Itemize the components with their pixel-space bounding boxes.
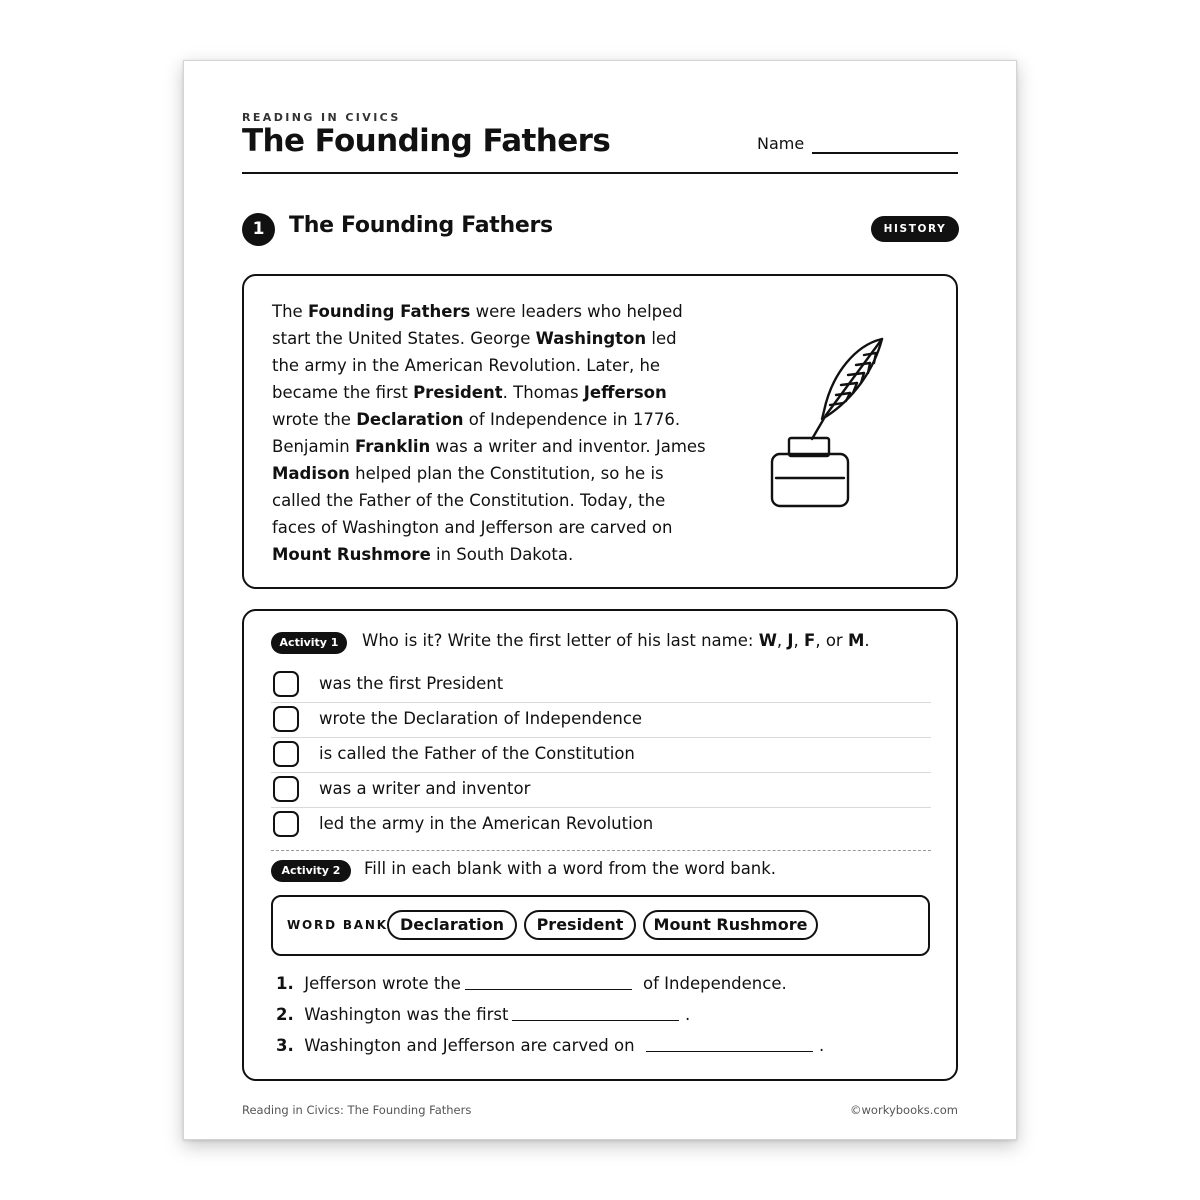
- activity-divider: [271, 850, 931, 851]
- question-3-end: .: [819, 1036, 825, 1055]
- activity1-row: [271, 667, 931, 703]
- reading-passage-box: [242, 274, 958, 589]
- activity1-row: [271, 772, 931, 808]
- answer-blank[interactable]: [512, 1020, 679, 1021]
- answer-box[interactable]: [273, 776, 299, 802]
- row-text: was a writer and inventor: [319, 779, 531, 798]
- activity2-badge: Activity 2: [271, 860, 351, 882]
- footer-title: Reading in Civics: The Founding Fathers: [242, 1103, 472, 1117]
- activity2-instruction: Fill in each blank with a word from the word bank.: [364, 859, 777, 878]
- activity1-row: [271, 737, 931, 773]
- key-term: Jefferson: [583, 383, 667, 402]
- word-bank-chip[interactable]: Mount Rushmore: [643, 910, 818, 940]
- row-text: led the army in the American Revolution: [319, 814, 654, 833]
- answer-box[interactable]: [273, 811, 299, 837]
- key-term: Madison: [272, 464, 350, 483]
- row-text: wrote the Declaration of Independence: [319, 709, 643, 728]
- question-2: 2. Washington was the first: [276, 1005, 509, 1024]
- name-label: Name: [757, 134, 805, 153]
- answer-box[interactable]: [273, 671, 299, 697]
- key-term: Franklin: [354, 437, 431, 456]
- word-bank-chip[interactable]: President: [524, 910, 636, 940]
- answer-blank[interactable]: [465, 989, 632, 990]
- series-label: READING IN CIVICS: [242, 111, 401, 124]
- activity1-badge: Activity 1: [271, 632, 347, 654]
- word-bank-label: WORD BANK: [287, 918, 388, 932]
- question-3: 3. Washington and Jefferson are carved on: [276, 1036, 635, 1055]
- row-text: was the first President: [319, 674, 504, 693]
- key-term: Declaration: [356, 410, 464, 429]
- worksheet-page: [183, 60, 1017, 1140]
- section-title: The Founding Fathers: [289, 213, 553, 238]
- question-1: 1. Jefferson wrote the: [276, 974, 461, 993]
- key-term: Founding Fathers: [307, 302, 471, 321]
- word-bank-chip[interactable]: Declaration: [387, 910, 517, 940]
- question-1-end: of Independence.: [643, 974, 787, 993]
- activity1-row: [271, 702, 931, 738]
- name-field[interactable]: [812, 152, 958, 154]
- answer-blank[interactable]: [646, 1051, 813, 1052]
- key-term: President: [413, 383, 503, 402]
- page-title: The Founding Fathers: [242, 123, 611, 159]
- activities-box: [242, 609, 958, 1081]
- title-divider: [242, 172, 958, 174]
- question-2-end: .: [685, 1005, 691, 1024]
- section-number: 1: [242, 213, 275, 246]
- key-term: Mount Rushmore: [272, 545, 431, 564]
- answer-box[interactable]: [273, 741, 299, 767]
- activity1-row: [271, 807, 931, 842]
- reading-passage: The Founding Fathers were leaders who helped start the United States. George Washington led the army in the American Revolution. Later, he became the first President. Thomas Jefferson wrote the Declaration of Independence in 1776. Benjamin Franklin was a writer and inventor. James Madison helped plan the Constitution, so he is called the Father of the Constitution. Today, the faces of Washington and Jefferson are carved on Mount Rushmore in South Dakota.: [272, 302, 706, 564]
- activity1-instruction: Who is it? Write the first letter of his last name: W, J, F, or M.: [362, 631, 870, 650]
- subject-tag: HISTORY: [871, 216, 959, 242]
- row-text: is called the Father of the Constitution: [319, 744, 635, 763]
- word-bank: [271, 895, 930, 956]
- quill-and-inkwell-icon: [764, 331, 894, 511]
- key-term: Washington: [535, 329, 647, 348]
- answer-box[interactable]: [273, 706, 299, 732]
- footer-credit: ©workybooks.com: [850, 1103, 958, 1117]
